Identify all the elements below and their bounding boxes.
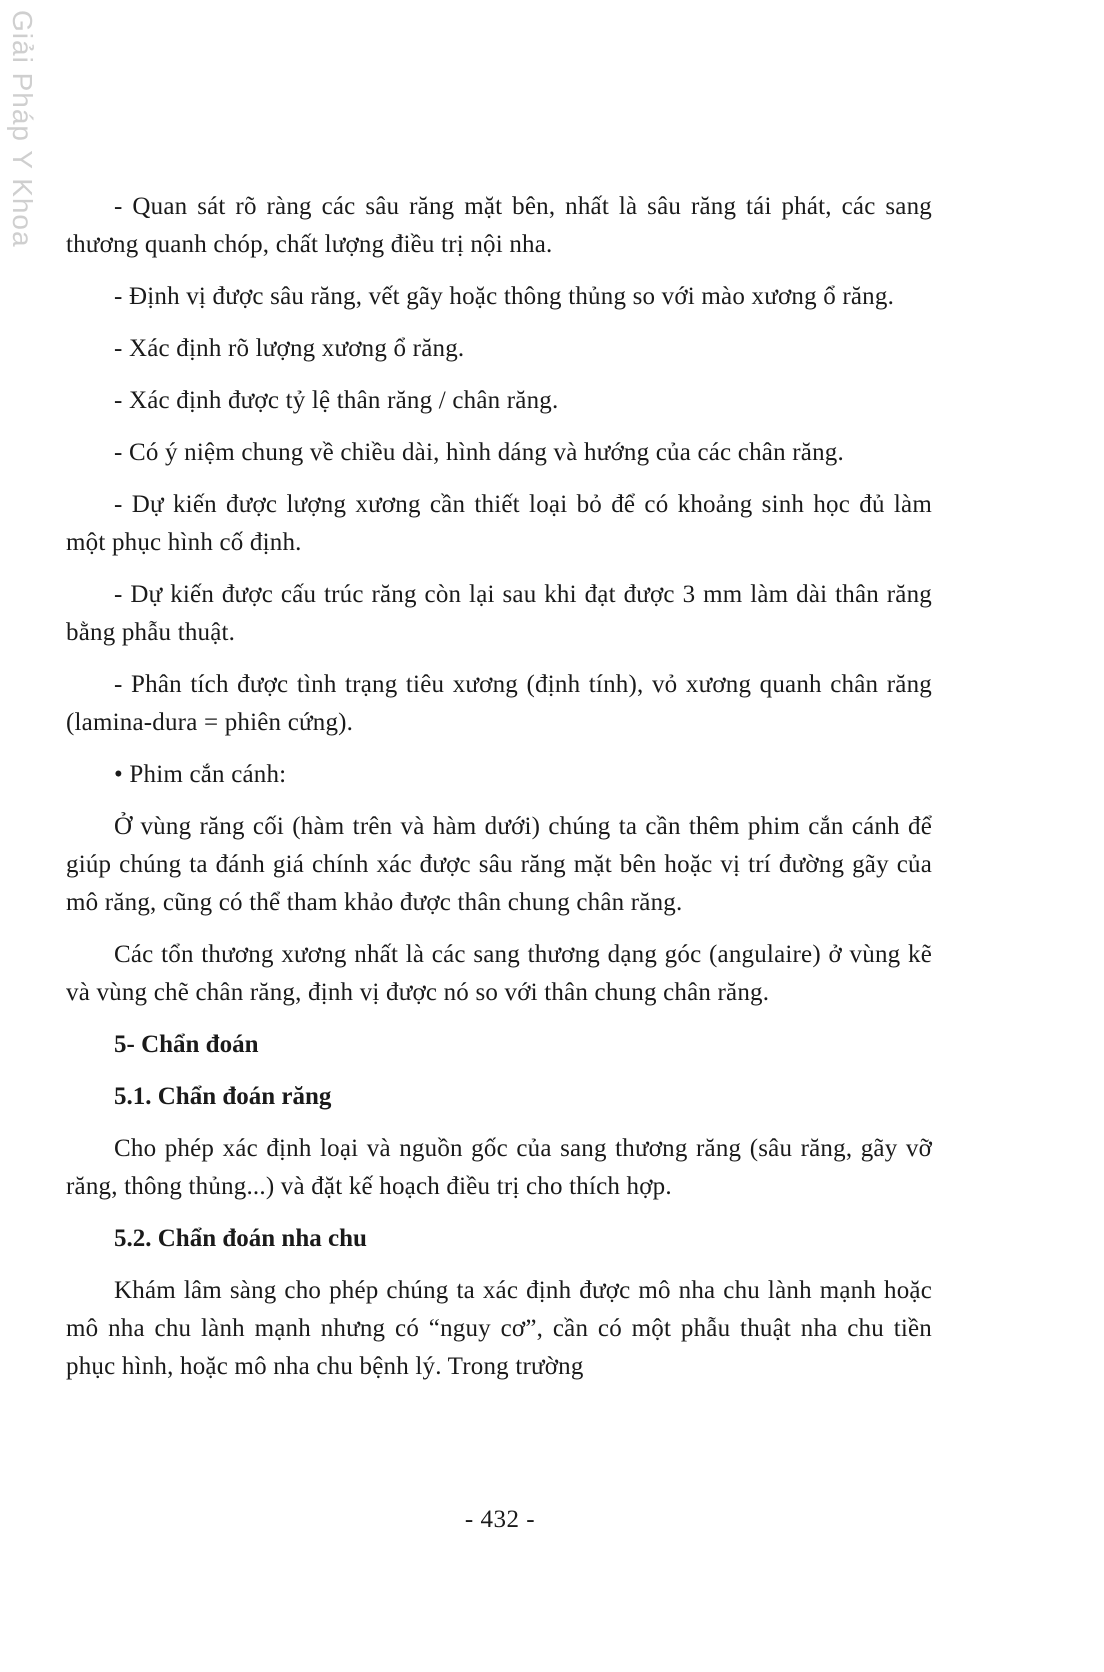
- heading-diagnosis: 5- Chẩn đoán: [114, 1031, 259, 1058]
- paragraph-bone-amount: - Xác định rõ lượng xương ổ răng.: [114, 335, 465, 362]
- paragraph-crown-root-ratio: - Xác định được tỷ lệ thân răng / chân răng.: [114, 387, 559, 414]
- paragraph-dental-diagnosis: Cho phép xác định loại và nguồn gốc của sang thương răng (sâu răng, gãy vỡ răng, thông thủng...) và đặt kế hoạch điều trị cho thích hợp.: [66, 1135, 932, 1200]
- paragraph-remaining-structure: - Dự kiến được cấu trúc răng còn lại sau khi đạt được 3 mm làm dài thân răng bằng phẫu thuật.: [66, 581, 932, 646]
- paragraph-bone-removal: - Dự kiến được lượng xương cần thiết loại bỏ để có khoảng sinh học đủ làm một phục hình cố định.: [66, 491, 932, 556]
- paragraph-locate-caries: - Định vị được sâu răng, vết gãy hoặc thông thủng so với mào xương ổ răng.: [114, 283, 895, 310]
- paragraph-root-shape: - Có ý niệm chung về chiều dài, hình dáng và hướng của các chân răng.: [114, 439, 844, 466]
- paragraph-bone-lesions: Các tổn thương xương nhất là các sang thương dạng góc (angulaire) ở vùng kẽ và vùng chẽ chân răng, định vị được nó so với thân chung chân răng.: [66, 941, 932, 1006]
- paragraph-lateral-caries: - Quan sát rõ ràng các sâu răng mặt bên, nhất là sâu răng tái phát, các sang thương quanh chóp, chất lượng điều trị nội nha.: [66, 193, 932, 258]
- heading-periodontal-diagnosis: 5.2. Chẩn đoán nha chu: [114, 1225, 367, 1252]
- watermark: Giải Pháp Y Khoa: [7, 10, 38, 248]
- paragraph-bone-resorption: - Phân tích được tình trạng tiêu xương (định tính), vỏ xương quanh chân răng (lamina-dura = phiên cứng).: [66, 671, 932, 736]
- document-body: [66, 188, 932, 1400]
- paragraph-molar-region: Ở vùng răng cối (hàm trên và hàm dưới) chúng ta cần thêm phim cắn cánh để giúp chúng ta đánh giá chính xác được sâu răng mặt bên hoặc vị trí đường gãy của mô răng, cũng có thể tham khảo được thân chung chân răng.: [66, 813, 932, 916]
- page-number: - 432 -: [464, 1506, 536, 1533]
- heading-dental-diagnosis: 5.1. Chẩn đoán răng: [114, 1083, 332, 1110]
- bullet-bitewing-film: • Phim cắn cánh:: [114, 761, 287, 788]
- paragraph-periodontal-diagnosis: Khám lâm sàng cho phép chúng ta xác định được mô nha chu lành mạnh hoặc mô nha chu lành mạnh nhưng có “nguy cơ”, cần có một phẫu thuật nha chu tiền phục hình, hoặc mô nha chu bệnh lý. Trong trường: [66, 1277, 932, 1380]
